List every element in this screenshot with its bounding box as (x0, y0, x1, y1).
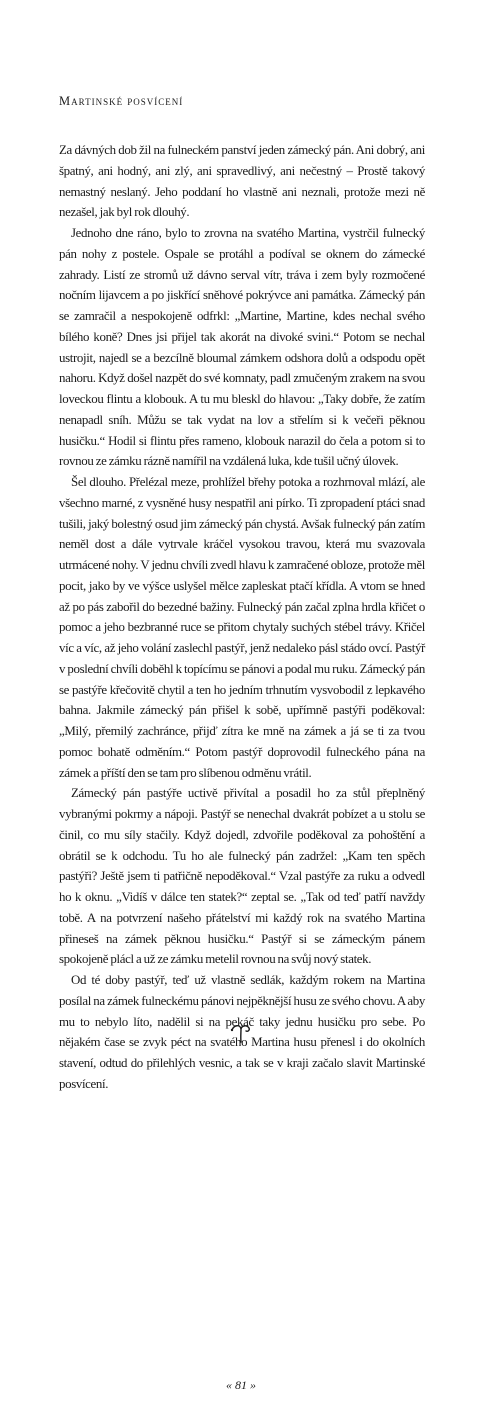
fleuron-icon (229, 1022, 253, 1044)
paragraph-1: Za dávných dob žil na fulneckém panství jeden zámecký pán. Ani dobrý, ani špatný, ani hodný, ani zlý, ani spravedlivý, ani nečestný – Prostě takový nemastný neslaný. Jeho poddaní ho vlastně ani neznali, protože mezi ně nezašel, jak byl rok dlouhý. (59, 143, 425, 220)
paragraph-5: Od té doby pastýř, teď už vlastně sedlák, každým rokem na Martina posílal na zámek fulneckému pánovi nejpěknější husu ze svého chovu. A aby mu to nebylo líto, nadělil si na pekáč taky jednu husičku pro sebe. Po nějakém čase se zvyk péct na svatého Martina husu přenesl i do okolních stavení, odtud do přilehlých vesnic, a tak se v kraji začalo slavit Martinské posvícení. (59, 973, 425, 1091)
body-text (59, 140, 425, 1095)
chapter-title-text: Martinské posvícení (59, 94, 184, 108)
page-number: « 81 » (226, 1378, 256, 1392)
paragraph-2: Jednoho dne ráno, bylo to zrovna na svatého Martina, vystrčil fulnecký pán nohy z postele. Ospale se protáhl a podíval se oknem do zámecké zahrady. Listí ze stromů už dávno serval vítr, tráva i zem byly rozmočené nočním lijavcem a po jiskřící sněhové pokrývce ani památka. Zámecký pán se zamračil a nespokojeně odfrkl: „Martine, Martine, kdes nechal svého bílého koně? Dnes jsi přijel tak akorát na divoké svini.“ Potom se nechal ustrojit, najedl se a bezcílně bloumal zámkem odshora dolů a odspodu opět nahoru. Když došel nazpět do své komnaty, padl zmučeným zrakem na svou loveckou flintu a klobouk. A tu mu bleskl do hlavou: „Taky dobře, že zatím nenapadl sníh. Můžu se tak vydat na lov a střelím si k večeři pěknou husičku.“ Hodil si flintu přes rameno, klobouk narazil do čela a potom si to rovnou ze zámku rázně namířil na vzdálená luka, kde tušil učný úlovek. (59, 226, 425, 469)
paragraph-3: Šel dlouho. Přelézal meze, prohlížel břehy potoka a rozhrnoval mlází, ale všechno marné, z vysněné husy nespatřil ani pírko. Ti zpropadení ptáci snad tušili, jaký bolestný osud jim zámecký pán chystá. Avšak fulnecký pán zatím neměl dost a dále vytrvale kráčel vysokou travou, která mu svazovala utrmácené nohy. V jednu chvíli zvedl hlavu k zamračené obloze, protože měl pocit, jako by ve výšce uslyšel mělce zapleskat ptačí křídla. A vtom se hned až po pás zabořil do bezedné bažiny. Fulnecký pán začal zplna hrdla křičet o pomoc a jeho bezbranné ruce se přitom chytaly suchých stébel trávy. Křičel víc a víc, až jeho volání zaslechl pastýř, jenž nedaleko pásl stádo ovcí. Pastýř v poslední chvíli doběhl k topícímu se pánovi a podal mu ruku. Zámecký pán se pastýře křečovitě chytil a ten ho jedním trhnutím vysvobodil z lepkavého bahna. Jakmile zámecký pán přišel k sobě, upřímně pastýři poděkoval: „Milý, přemilý zachránce, přijď zítra ke mně na zámek a já se ti za tvou pomoc bohatě odměním.“ Potom pastýř doprovodil fulneckého pána na zámek a příští den se tam pro slíbenou odměnu vrátil. (59, 475, 425, 780)
paragraph-4: Zámecký pán pastýře uctivě přivítal a posadil ho za stůl přeplněný vybranými pokrmy a nápoji. Pastýř se nenechal dvakrát pobízet a u stolu se činil, co mu síly stačily. Když dojedl, zdvořile poděkoval za pohoštění a obrátil se k odchodu. Tu ho ale fulnecký pán zadržel: „Kam ten spěch pastýři? Ještě jsem ti patřičně nepoděkoval.“ Vzal pastýře za ruku a odvedl ho k oknu. „Vidíš v dálce ten statek?“ zeptal se. „Tak od teď patří navždy tobě. A na potvrzení našeho přátelství mi každý rok na svatého Martina přineseš na zámek pěknou husičku.“ Pastýř si se zámeckým pánem spokojeně plácl a už ze zámku metelil rovnou na svůj nový statek. (59, 786, 425, 967)
chapter-title (59, 94, 183, 109)
